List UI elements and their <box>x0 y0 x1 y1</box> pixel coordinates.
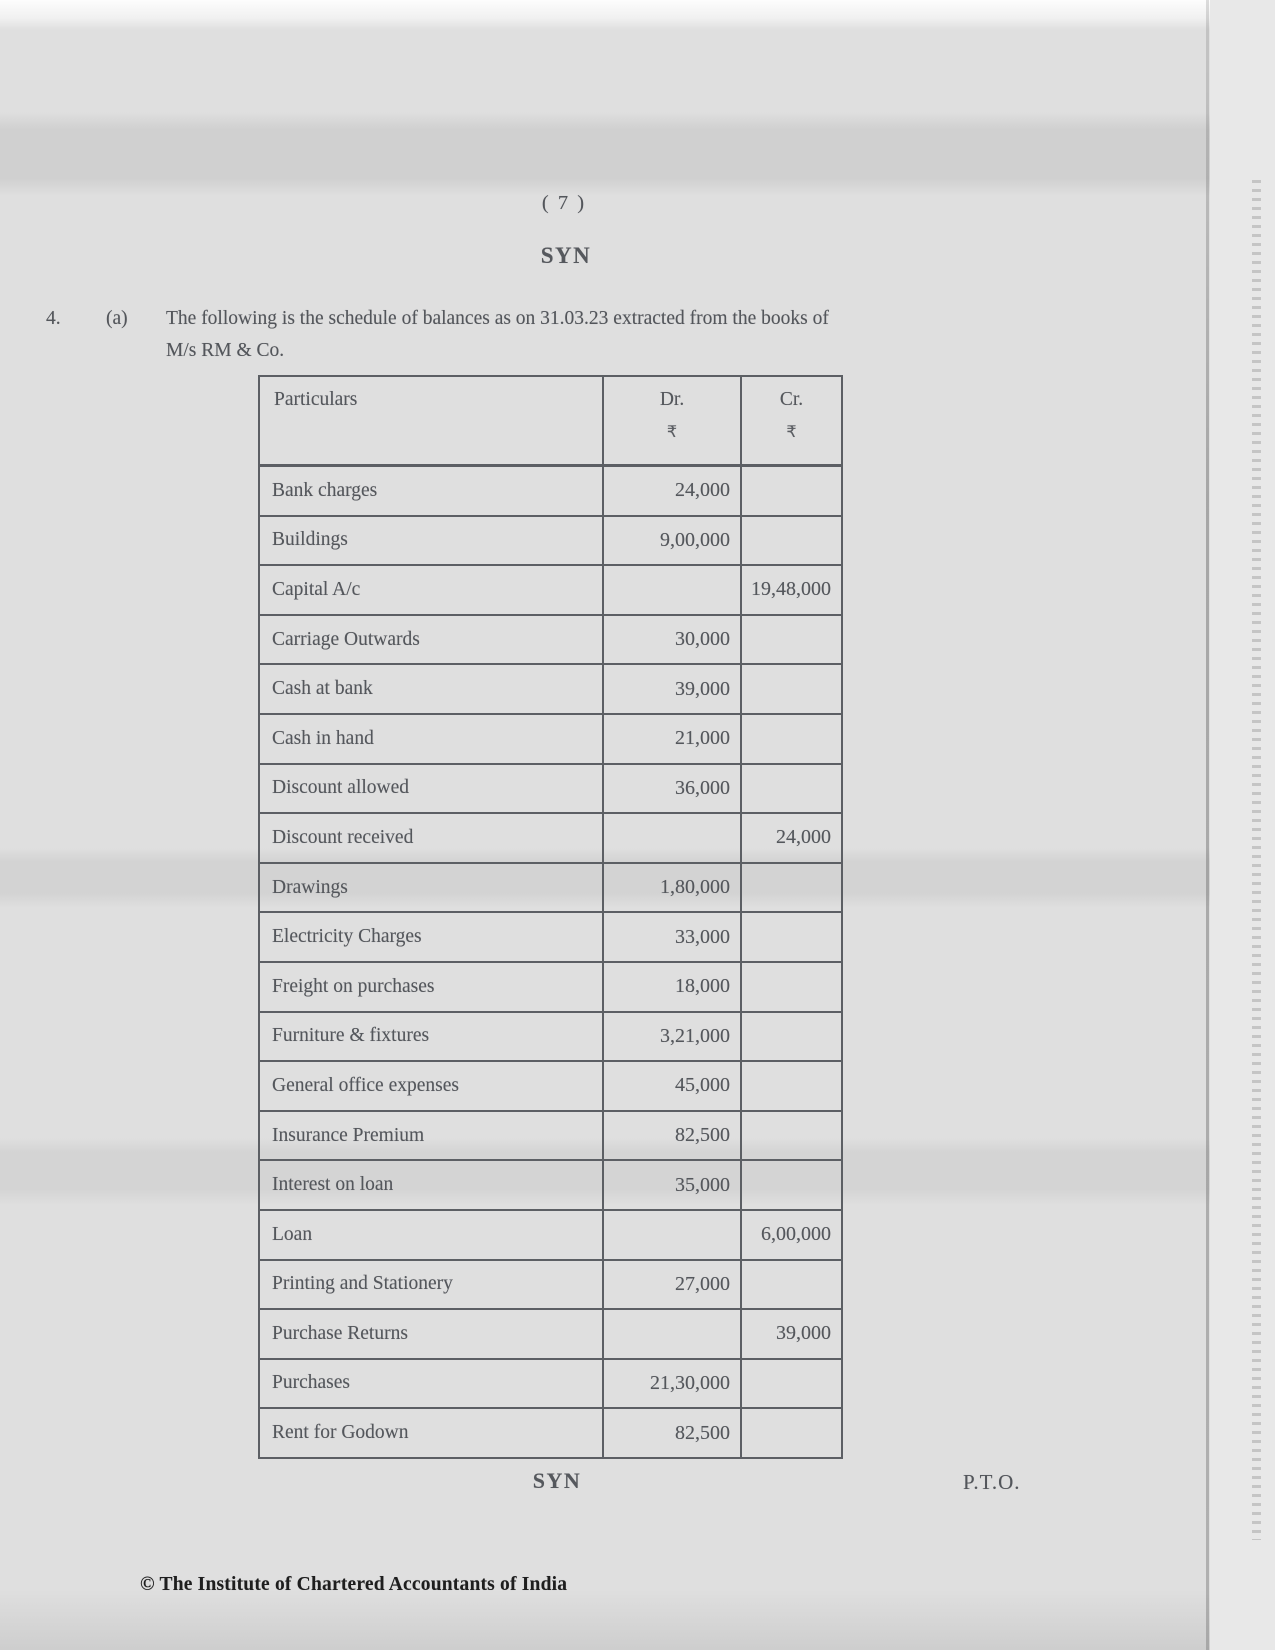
dr-amount-cell: 36,000 <box>603 764 741 814</box>
dr-amount-cell: 21,30,000 <box>603 1359 741 1409</box>
dr-amount-cell: 82,500 <box>603 1408 741 1458</box>
dr-amount-cell: 30,000 <box>603 615 741 665</box>
cr-amount-cell <box>741 1061 842 1111</box>
table-row <box>259 516 842 566</box>
table-row <box>259 1260 842 1310</box>
table-row <box>259 962 842 1012</box>
particulars-header-label: Particulars <box>274 389 358 410</box>
scan-edge-line <box>1206 0 1209 1650</box>
particulars-cell: Furniture & fixtures <box>259 1012 603 1062</box>
particulars-cell: Bank charges <box>259 466 603 516</box>
column-header-dr <box>603 376 741 466</box>
dr-amount-cell <box>603 813 741 863</box>
table-header-row <box>259 376 842 466</box>
table-row <box>259 863 842 913</box>
cr-amount-cell: 19,48,000 <box>741 565 842 615</box>
table-row <box>259 664 842 714</box>
particulars-cell: Drawings <box>259 863 603 913</box>
table-row <box>259 1061 842 1111</box>
balances-table <box>258 375 843 1459</box>
particulars-cell: Purchase Returns <box>259 1309 603 1359</box>
scan-edge-texture <box>1252 180 1261 1540</box>
particulars-cell: Cash in hand <box>259 714 603 764</box>
particulars-cell: Discount received <box>259 813 603 863</box>
table-row <box>259 1012 842 1062</box>
cr-amount-cell <box>741 466 842 516</box>
dr-header-label: Dr. <box>659 389 685 410</box>
doc-code-header: SYN <box>540 243 592 268</box>
particulars-cell: Carriage Outwards <box>259 615 603 665</box>
cr-amount-cell: 24,000 <box>741 813 842 863</box>
cr-amount-cell <box>741 1111 842 1161</box>
particulars-cell: Printing and Stationery <box>259 1260 603 1310</box>
table-row <box>259 1111 842 1161</box>
cr-amount-cell: 39,000 <box>741 1309 842 1359</box>
table-row <box>259 1160 842 1210</box>
question-text <box>166 303 1046 367</box>
cr-amount-cell <box>741 1359 842 1409</box>
table-row <box>259 813 842 863</box>
cr-amount-cell <box>741 962 842 1012</box>
cr-amount-cell <box>741 863 842 913</box>
particulars-cell: Buildings <box>259 516 603 566</box>
copyright-notice: © The Institute of Chartered Accountants of India <box>140 1574 568 1595</box>
rupee-symbol-cr: ₹ <box>786 422 797 441</box>
question-part-label: (a) <box>106 308 128 329</box>
column-header-particulars <box>259 376 603 466</box>
rupee-symbol-dr: ₹ <box>666 422 678 441</box>
cr-amount-cell <box>741 1012 842 1062</box>
particulars-cell: Insurance Premium <box>259 1111 603 1161</box>
cr-amount-cell <box>741 714 842 764</box>
dr-amount-cell: 18,000 <box>603 962 741 1012</box>
cr-amount-cell <box>741 516 842 566</box>
table-row <box>259 615 842 665</box>
particulars-cell: Purchases <box>259 1359 603 1409</box>
particulars-cell: General office expenses <box>259 1061 603 1111</box>
particulars-cell: Rent for Godown <box>259 1408 603 1458</box>
particulars-cell: Loan <box>259 1210 603 1260</box>
particulars-cell: Electricity Charges <box>259 912 603 962</box>
dr-amount-cell: 27,000 <box>603 1260 741 1310</box>
cr-amount-cell <box>741 1160 842 1210</box>
question-text-line2: M/s RM & Co. <box>166 340 285 361</box>
dr-amount-cell: 21,000 <box>603 714 741 764</box>
cr-amount-cell <box>741 664 842 714</box>
dr-amount-cell <box>603 1210 741 1260</box>
particulars-cell: Freight on purchases <box>259 962 603 1012</box>
question-text-line1: The following is the schedule of balances as on 31.03.23 extracted from the books of <box>166 308 829 329</box>
dr-amount-cell <box>603 1309 741 1359</box>
column-header-cr <box>741 376 842 466</box>
dr-amount-cell: 45,000 <box>603 1061 741 1111</box>
table-row <box>259 1210 842 1260</box>
cr-amount-cell <box>741 615 842 665</box>
dr-amount-cell <box>603 565 741 615</box>
dr-amount-cell: 9,00,000 <box>603 516 741 566</box>
dr-amount-cell: 82,500 <box>603 1111 741 1161</box>
page-right-margin <box>1210 0 1275 1650</box>
table-row <box>259 466 842 516</box>
table-row <box>259 912 842 962</box>
cr-amount-cell <box>741 764 842 814</box>
dr-amount-cell: 3,21,000 <box>603 1012 741 1062</box>
question-number: 4. <box>46 308 61 329</box>
particulars-cell: Discount allowed <box>259 764 603 814</box>
dr-amount-cell: 24,000 <box>603 466 741 516</box>
cr-amount-cell <box>741 912 842 962</box>
dr-amount-cell: 39,000 <box>603 664 741 714</box>
table-row <box>259 1359 842 1409</box>
dr-amount-cell: 35,000 <box>603 1160 741 1210</box>
table-row <box>259 1309 842 1359</box>
particulars-cell: Cash at bank <box>259 664 603 714</box>
balances-table-body <box>259 466 842 1458</box>
particulars-cell: Interest on loan <box>259 1160 603 1210</box>
table-row <box>259 1408 842 1458</box>
dr-amount-cell: 33,000 <box>603 912 741 962</box>
page-number: ( 7 ) <box>541 192 587 214</box>
table-row <box>259 565 842 615</box>
table-row <box>259 764 842 814</box>
cr-amount-cell <box>741 1408 842 1458</box>
table-row <box>259 714 842 764</box>
cr-amount-cell <box>741 1260 842 1310</box>
cr-header-label: Cr. <box>779 389 804 410</box>
dr-amount-cell: 1,80,000 <box>603 863 741 913</box>
doc-code-footer: SYN <box>532 1468 582 1493</box>
cr-amount-cell: 6,00,000 <box>741 1210 842 1260</box>
particulars-cell: Capital A/c <box>259 565 603 615</box>
pto-label: P.T.O. <box>963 1470 1021 1494</box>
